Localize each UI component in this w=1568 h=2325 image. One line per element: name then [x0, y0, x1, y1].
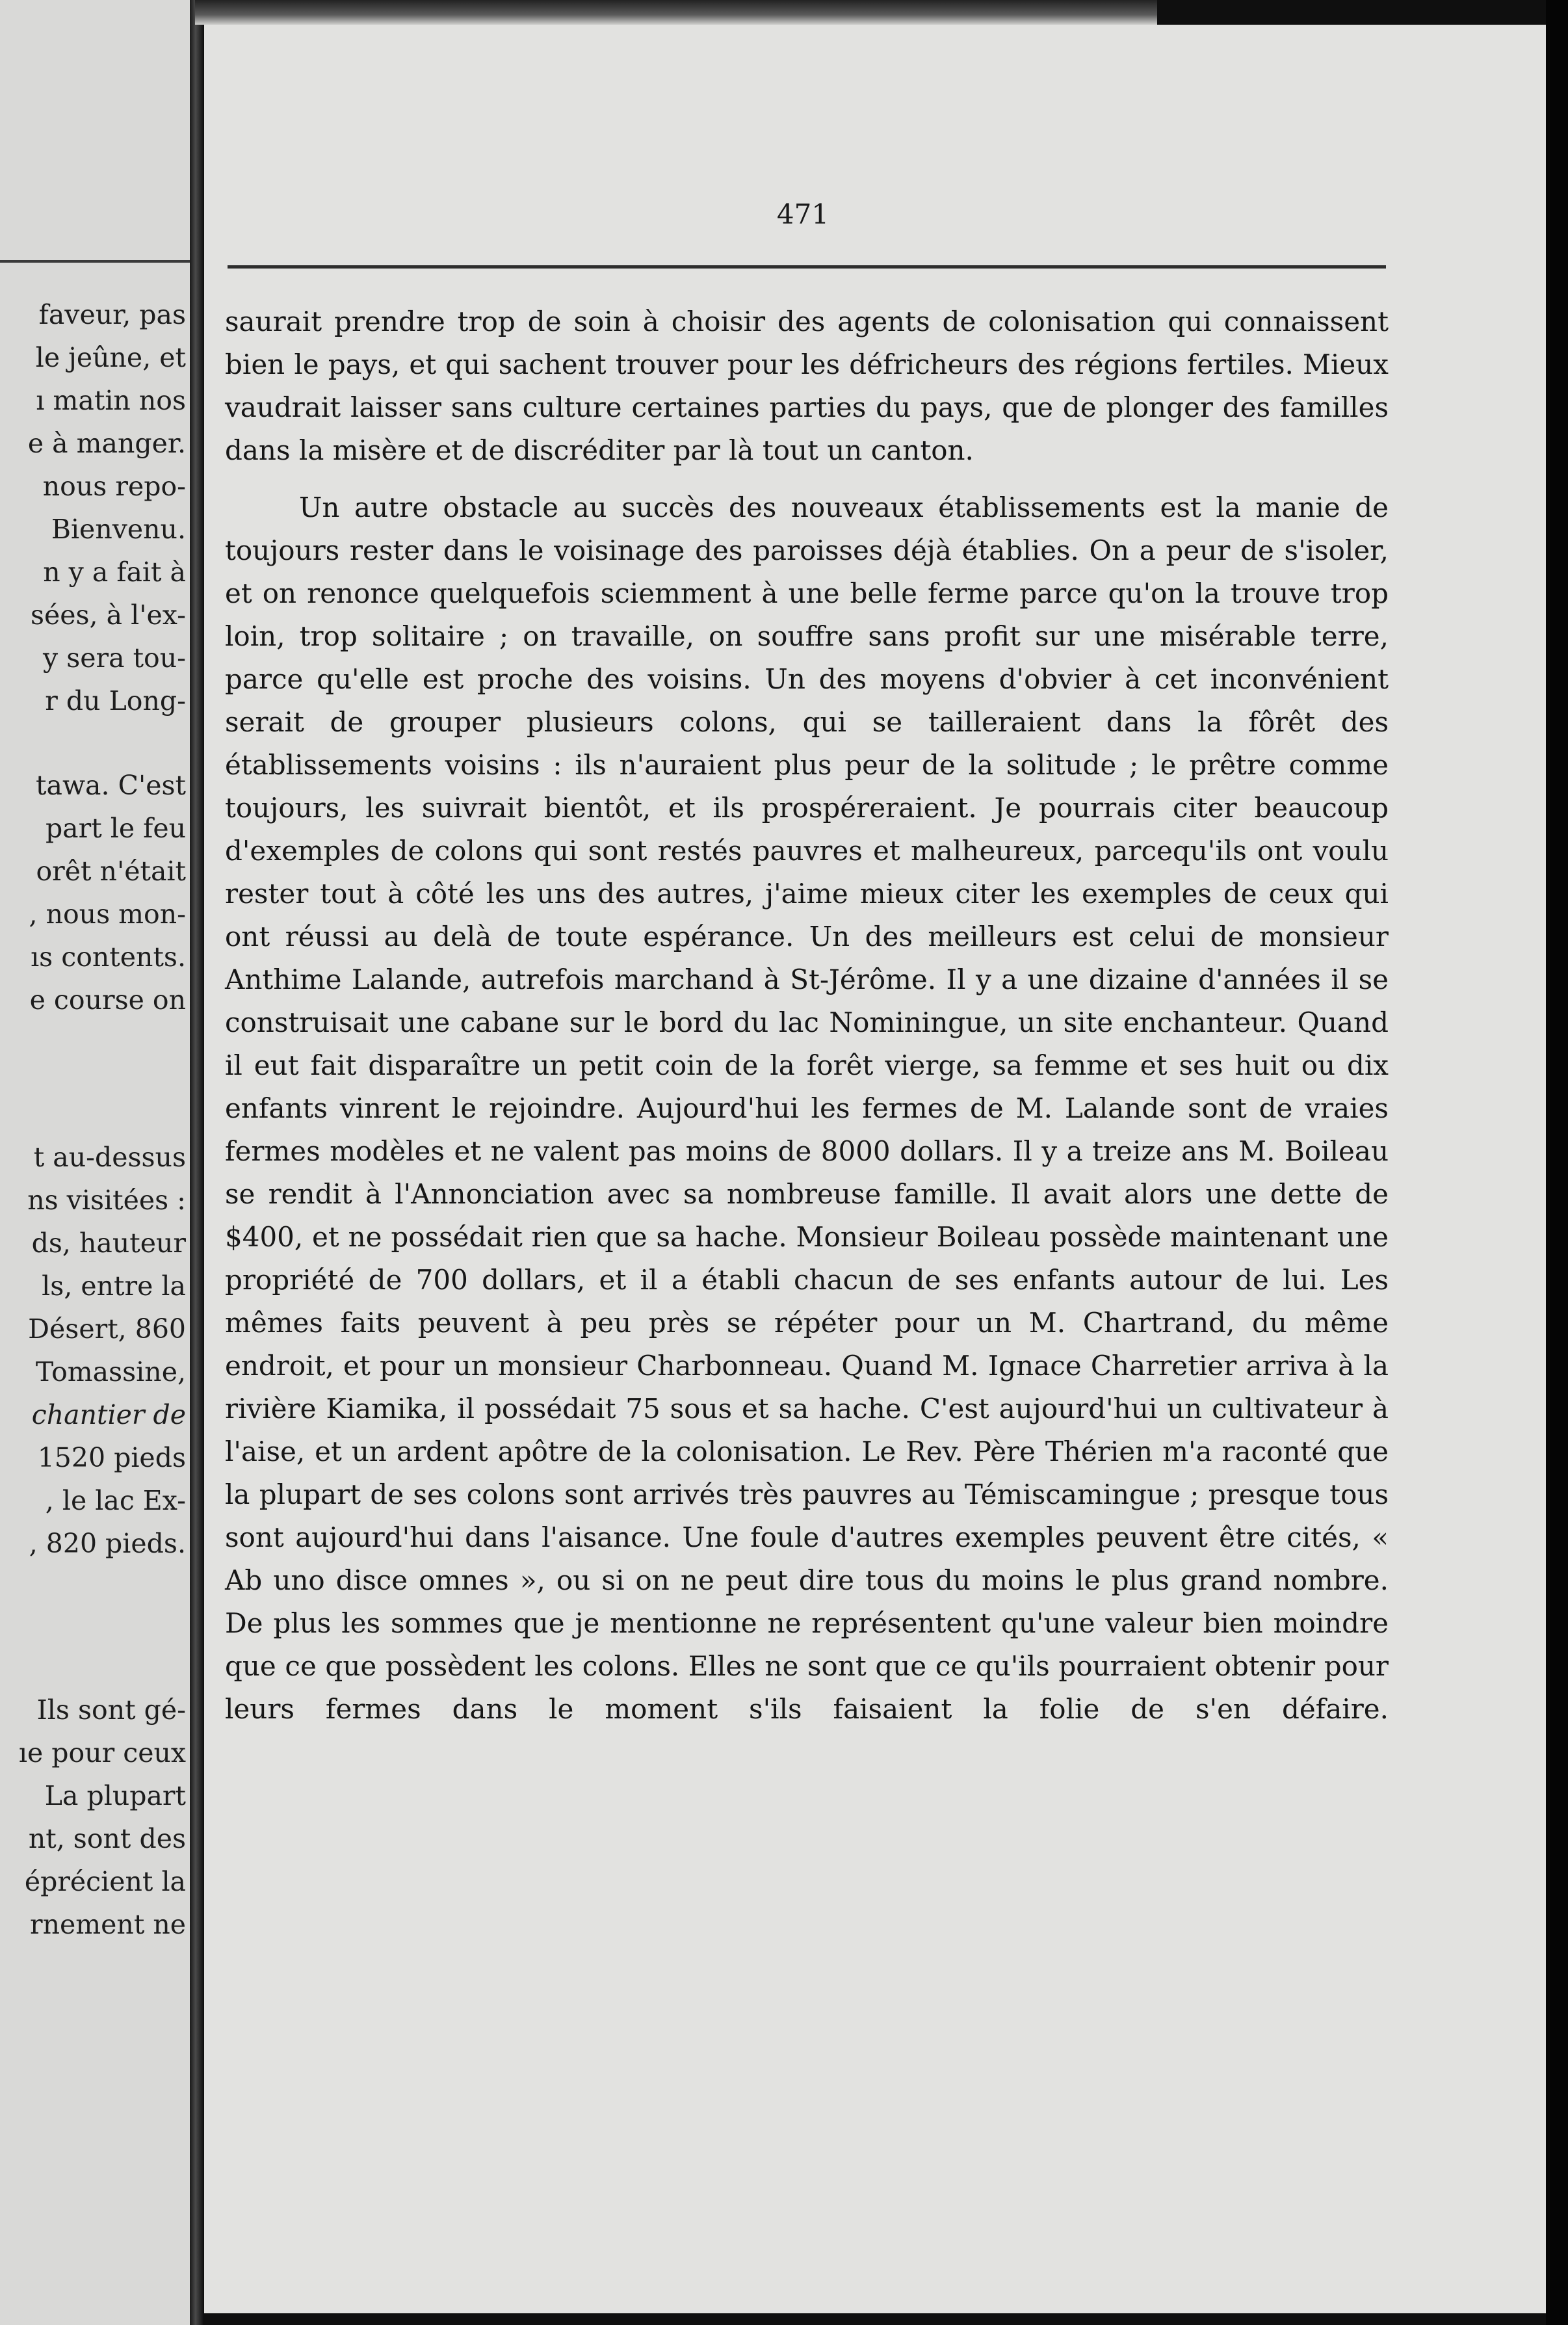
scan-top-edge	[195, 0, 1157, 25]
facing-line: orêt n'était	[36, 856, 186, 887]
facing-line: La plupart	[44, 1780, 186, 1811]
facing-line: part le feu	[45, 813, 186, 844]
paragraph: saurait prendre trop de soin à choisir des agents de colonisation qui connaissent bien le pays, et qui sachent trouver pour les défricheurs des régions fertiles. Mieux vaudrait laisser sans culture certaines parties du pays, que de plonger des familles dans la misère et de discréditer par là tout un canton.	[225, 306, 1389, 466]
facing-line: n y a fait à	[43, 557, 186, 588]
facing-line: Tomassine,	[35, 1356, 186, 1387]
facing-line: sées, à l'ex-	[30, 599, 186, 631]
paragraph: Un autre obstacle au succès des nouveaux établissements est la manie de toujours rester dans le voisinage des paroisses déjà établies. On a peur de s'isoler, et on renonce quelquefois sciemment à une belle ferme parce qu'on la trouve trop loin, trop solitaire ; on travaille, on souffre sans profit sur une misérable terre, parce qu'elle est proche des voisins. Un des moyens d'obvier à cet inconvénient serait de grouper plusieurs colons, qui se tailleraient dans la fôrêt des établissements voisins : ils n'auraient plus peur de la solitude ; le prêtre comme toujours, les suivrait bientôt, et ils prospéreraient. Je pourrais citer beaucoup d'exemples de colons qui sont restés pauvres et malheureux, parcequ'ils ont voulu rester tout à côté les uns des autres, j'aime mieux citer les exemples de ceux qui ont réussi au delà de toute espérance. Un des meilleurs est celui de monsieur Anthime Lalande, autrefois marchand à St-Jérôme. Il y a une dizaine d'années il se construisait une cabane sur le bord du lac Nominingue, un site enchanteur. Quand il eut fait disparaître un petit coin de la forêt vierge, sa femme et ses huit ou dix enfants vinrent le rejoindre. Aujourd'hui les fermes de M. Lalande sont de vraies fermes modèles et ne valent pas moins de 8000 dollars. Il y a treize ans M. Boileau se rendit à l'Annonciation avec sa nombreuse famille. Il avait alors une dette de $400, et ne possédait rien que sa hache. Monsieur Boileau possède maintenant une propriété de 700 dollars, et il a établi chacun de ses enfants autour de lui. Les mêmes faits peuvent à peu près se répéter pour un M. Chartrand, du même endroit, et pour un monsieur Charbonneau. Quand M. Ignace Charretier arriva à la rivière Kiamika, il possédait 75 sous et sa hache. C'est aujourd'hui un cultivateur à l'aise, et un ardent apôtre de la colonisation. Le Rev. Père Thérien m'a raconté que la plupart de ses colons sont arrivés très pauvres au Témiscamingue ; presque tous sont aujourd'hui dans l'aisance. Une foule d'autres exemples peuvent être cités, « Ab uno disce omnes », ou si on ne peut dire tous du moins le plus grand nombre. De plus les sommes que je mentionne ne représentent qu'une valeur bien moindre que ce que possèdent les colons. Elles ne sont que ce qu'ils pourraient obtenir pour leurs fermes dans le moment s'ils faisaient la folie de s'en défaire.	[225, 492, 1389, 1725]
facing-line: ds, hauteur	[31, 1228, 186, 1259]
header-rule	[228, 265, 1386, 269]
facing-line: ns visitées :	[27, 1185, 186, 1216]
facing-line: , le lac Ex-	[45, 1485, 186, 1516]
facing-line: nt, sont des	[28, 1823, 186, 1854]
facing-line: ıe pour ceux	[18, 1737, 186, 1768]
facing-line: rnement ne	[30, 1909, 186, 1940]
facing-line: e course on	[29, 984, 186, 1016]
page-number: 471	[776, 198, 830, 230]
facing-line: ls, entre la	[42, 1270, 186, 1302]
facing-line: éprécient la	[24, 1866, 186, 1897]
facing-line: r du Long-	[45, 685, 186, 716]
facing-line: ıs contents.	[31, 941, 186, 973]
facing-page	[0, 0, 195, 2325]
facing-line: e à manger.	[27, 428, 186, 459]
facing-line: Bienvenu.	[51, 514, 186, 545]
facing-line: y sera tou-	[43, 642, 186, 674]
facing-line: Désert, 860	[28, 1313, 186, 1345]
facing-line: chantier de	[31, 1399, 186, 1430]
body-text	[225, 300, 1389, 1731]
facing-page-rule	[0, 260, 195, 263]
scan-right-edge	[1546, 0, 1568, 2325]
facing-line: , nous mon-	[29, 899, 186, 930]
facing-line: faveur, pas	[38, 299, 186, 330]
facing-line: , 820 pieds.	[29, 1528, 186, 1559]
facing-line: nous repo-	[42, 471, 186, 502]
facing-line: le jeûne, et	[35, 342, 186, 373]
book-gutter	[190, 0, 204, 2325]
facing-line: tawa. C'est	[36, 770, 186, 801]
facing-line: ı matin nos	[36, 385, 186, 416]
facing-line: t au-dessus	[33, 1142, 186, 1173]
facing-line: Ils sont gé-	[36, 1694, 186, 1726]
facing-line: 1520 pieds	[37, 1442, 186, 1473]
